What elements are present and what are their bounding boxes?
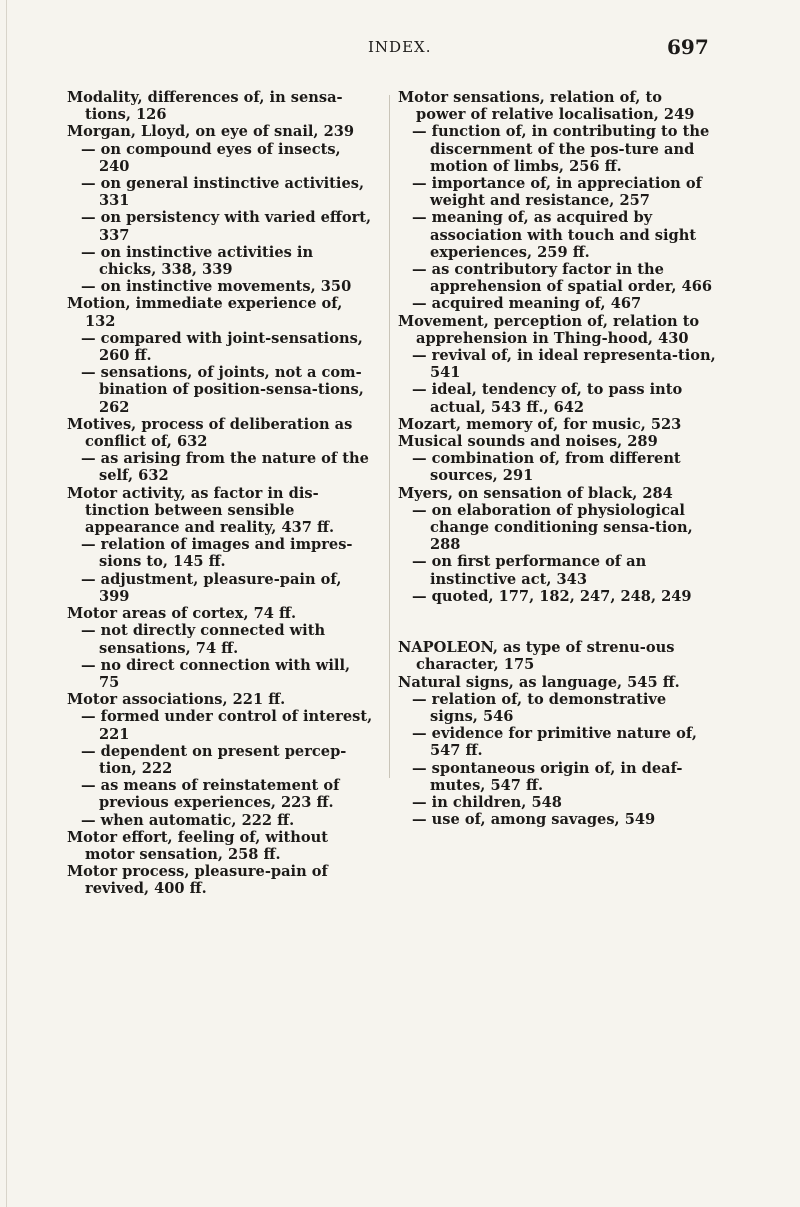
entry-text: — on first performance of an instinctive act, 343 [412, 553, 647, 588]
entry-text: Motor process, pleasure-pain of revived, 400 ff. [67, 863, 328, 898]
entry-text: — adjustment, pleasure-pain of, 399 [81, 570, 342, 605]
index-subentry [398, 209, 716, 261]
entry-text: — as arising from the nature of the self, 632 [81, 450, 369, 485]
index-entry [67, 829, 375, 863]
index-subentry [398, 553, 716, 587]
entry-text: Motion, immediate experience of, 132 [67, 295, 343, 330]
index-subentry [67, 657, 375, 691]
index-subentry [398, 450, 716, 484]
entry-text: — combination of, from different sources, 291 [412, 450, 681, 485]
entry-text: — ideal, tendency of, to pass into actual, 543 ff., 642 [412, 381, 683, 416]
entry-text: — in children, 548 [412, 793, 562, 811]
index-subentry [67, 812, 375, 829]
index-entry [398, 433, 716, 450]
entry-text: — quoted, 177, 182, 247, 248, 249 [412, 587, 692, 605]
entry-text: — use of, among savages, 549 [412, 811, 656, 829]
entry-text: — function of, in contributing to the discernment of the pos-ture and motion of limbs, 256 ff. [412, 123, 710, 175]
index-subentry [398, 502, 716, 554]
index-entry [67, 605, 375, 622]
entry-text: Musical sounds and noises, 289 [398, 433, 658, 451]
entry-text: — acquired meaning of, 467 [412, 295, 642, 313]
index-entry [67, 416, 375, 450]
entry-text: Mozart, memory of, for music, 523 [398, 415, 682, 433]
index-entry [398, 313, 716, 347]
entry-text: — revival of, in ideal representa-tion, 541 [412, 347, 716, 382]
index-entry [67, 123, 375, 140]
index-entry [398, 416, 716, 433]
index-subentry [398, 175, 716, 209]
index-subentry [398, 760, 716, 794]
entry-text: Motor sensations, relation of, to power of relative localisation, 249 [398, 89, 695, 124]
entry-text: — importance of, in appreciation of weight and resistance, 257 [412, 175, 702, 210]
page-number: 697 [667, 35, 709, 59]
entry-text: Motor effort, feeling of, without motor sensation, 258 ff. [67, 828, 328, 863]
entry-text: — on elaboration of physiological change conditioning sensa-tion, 288 [412, 501, 693, 554]
index-entry [67, 485, 375, 537]
index-subentry [398, 691, 716, 725]
entry-text: — relation of images and impres-sions to, 145 ff. [81, 536, 353, 571]
entry-text: — as contributory factor in the apprehension of spatial order, 466 [412, 261, 713, 296]
entry-text: Motor areas of cortex, 74 ff. [67, 605, 297, 623]
entry-text: Natural signs, as language, 545 ff. [398, 673, 680, 691]
index-subentry [398, 295, 716, 312]
index-subentry [67, 450, 375, 484]
index-entry [67, 295, 375, 329]
section-break [398, 605, 716, 639]
page-edge [6, 0, 7, 1207]
entry-text: — on persistency with varied effort, 337 [81, 209, 372, 244]
entry-text: Motor activity, as factor in dis-tinction between sensible appearance and reality, 437 ff. [67, 484, 335, 537]
entry-text: — no direct connection with will, 75 [81, 656, 351, 691]
index-entry [398, 485, 716, 502]
index-subentry [67, 777, 375, 811]
index-subentry [398, 588, 716, 605]
index-subentry [398, 725, 716, 759]
index-subentry [398, 794, 716, 811]
index-entry [398, 674, 716, 691]
entry-text: — dependent on present percep-tion, 222 [81, 742, 347, 777]
page-header [0, 35, 800, 68]
index-subentry [398, 811, 716, 828]
index-subentry [398, 123, 716, 175]
index-subentry [398, 261, 716, 295]
index-entry [67, 691, 375, 708]
entry-text: — formed under control of interest, 221 [81, 708, 373, 743]
index-subentry [398, 381, 716, 415]
entry-text: — compared with joint-sensations, 260 ff. [81, 329, 363, 365]
index-subentry [398, 347, 716, 381]
entry-text: NAPOLEON, as type of strenu-ous character, 175 [398, 639, 675, 674]
entry-text: — as means of reinstatement of previous experiences, 223 ff. [81, 777, 340, 812]
entry-text: — on compound eyes of insects, 240 [81, 140, 341, 175]
index-subentry [67, 622, 375, 656]
entry-text: — meaning of, as acquired by association with touch and sight experiences, 259 ff. [412, 209, 697, 261]
index-subentry [67, 175, 375, 209]
entry-text: Motor associations, 221 ff. [67, 691, 286, 709]
index-entry [67, 863, 375, 897]
index-subentry [67, 244, 375, 278]
index-entry [398, 639, 716, 673]
entry-text: — on instinctive movements, 350 [81, 278, 352, 296]
index-entry [67, 89, 375, 123]
entry-text: — relation of, to demonstrative signs, 546 [412, 690, 667, 725]
entry-text: — on instinctive activities in chicks, 338, 339 [81, 243, 314, 279]
entry-text: — when automatic, 222 ff. [81, 811, 295, 829]
index-entry [398, 89, 716, 123]
index-subentry [67, 708, 375, 742]
index-column-right [398, 89, 716, 828]
entry-text: Modality, differences of, in sensa-tions, 126 [67, 89, 343, 124]
entry-text: — not directly connected with sensations, 74 ff. [81, 622, 326, 657]
entry-text: — on general instinctive activities, 331 [81, 175, 365, 210]
entry-text: Movement, perception of, relation to apprehension in Thing-hood, 430 [398, 312, 700, 347]
entry-text: Morgan, Lloyd, on eye of snail, 239 [67, 123, 355, 141]
index-subentry [67, 571, 375, 605]
running-head: INDEX. [368, 38, 432, 56]
index-subentry [67, 364, 375, 416]
index-subentry [67, 141, 375, 175]
column-divider [389, 95, 390, 778]
entry-text: — sensations, of joints, not a com-bination of position-sensa-tions, 262 [81, 364, 364, 416]
index-column-left [67, 89, 375, 898]
entry-text: Myers, on sensation of black, 284 [398, 484, 673, 502]
index-subentry [67, 743, 375, 777]
index-subentry [67, 330, 375, 364]
entry-text: — spontaneous origin of, in deaf-mutes, 547 ff. [412, 759, 683, 794]
index-subentry [67, 209, 375, 243]
entry-text: Motives, process of deliberation as conflict of, 632 [67, 415, 353, 451]
index-subentry [67, 536, 375, 570]
entry-text: — evidence for primitive nature of, 547 ff. [412, 725, 697, 760]
index-subentry [67, 278, 375, 295]
